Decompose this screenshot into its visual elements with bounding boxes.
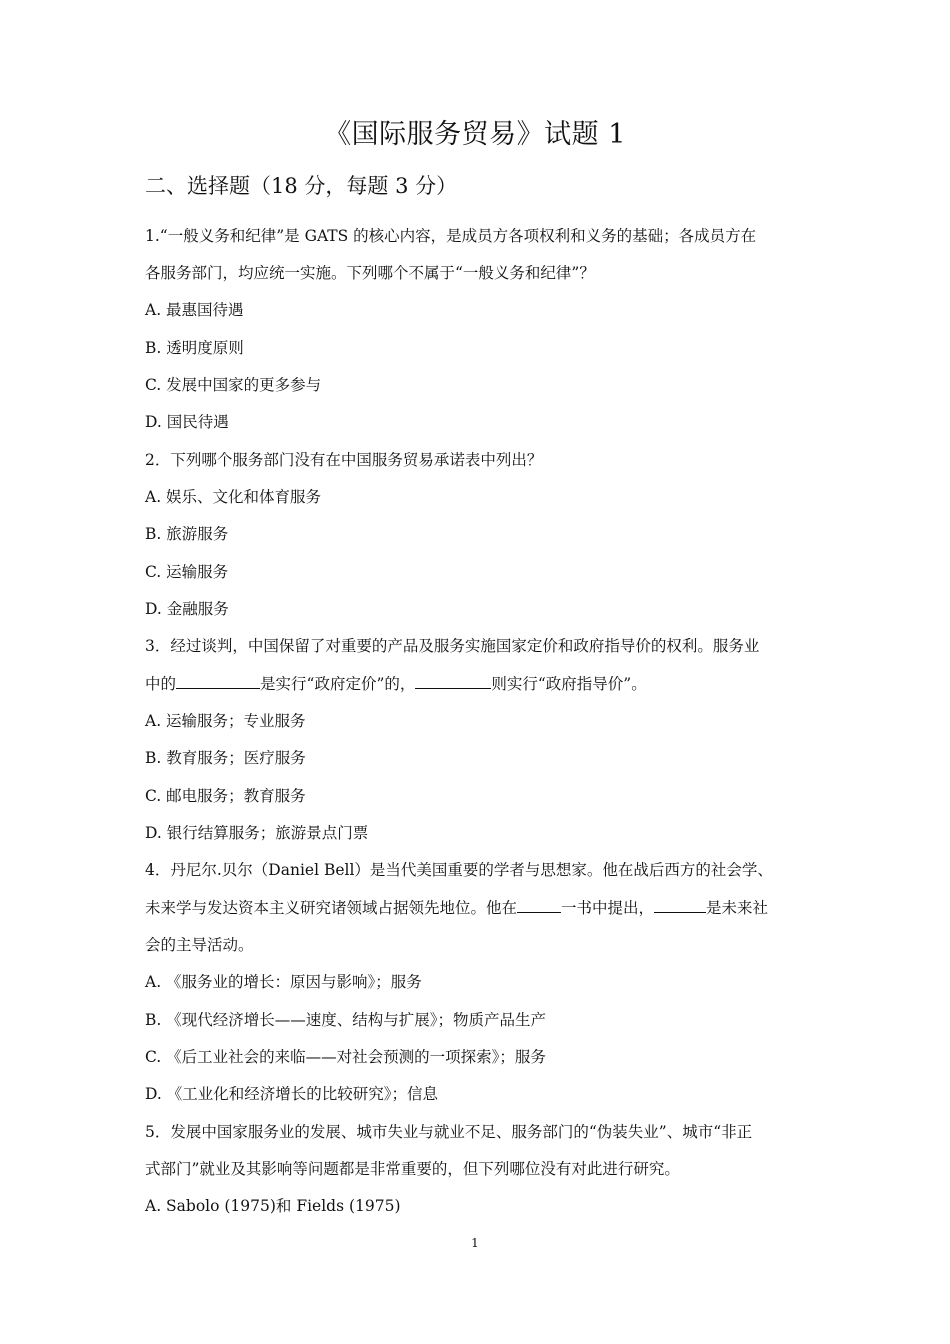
- question-stem-line: 1.“一般义务和纪律”是 GATS 的核心内容，是成员方各项权利和义务的基础；各成员方在: [145, 227, 757, 245]
- option-b: B. 《现代经济增长——速度、结构与扩展》；物质产品生产: [145, 1011, 546, 1029]
- question-stem-line: 式部门”就业及其影响等问题都是非常重要的，但下列哪位没有对此进行研究。: [145, 1160, 680, 1178]
- question-stem-line: 4．丹尼尔.贝尔（Daniel Bell）是当代美国重要的学者与思想家。他在战后西方的社会学、: [145, 861, 773, 879]
- stem-text: 是实行“政府定价”的，: [260, 675, 416, 693]
- document-title: 《国际服务贸易》试题 1: [324, 119, 626, 150]
- option-a: A. 运输服务；专业服务: [145, 712, 306, 730]
- stem-text: 未来学与发达资本主义研究诸领域占据领先地位。他在: [145, 899, 518, 917]
- page-number: 1: [471, 1236, 479, 1250]
- option-c: C. 运输服务: [145, 563, 229, 581]
- stem-text: 是未来社: [706, 899, 769, 917]
- option-d: D. 《工业化和经济增长的比较研究》；信息: [145, 1085, 438, 1103]
- option-a: A. Sabolo (1975)和 Fields (1975): [145, 1197, 401, 1215]
- option-d: D. 金融服务: [145, 600, 229, 618]
- fill-in-blank: [654, 898, 706, 913]
- option-c: C. 邮电服务；教育服务: [145, 787, 306, 805]
- option-a: A. 娱乐、文化和体育服务: [145, 488, 322, 506]
- option-c: C. 发展中国家的更多参与: [145, 376, 322, 394]
- option-b: B. 透明度原则: [145, 339, 244, 357]
- question-stem-line: 会的主导活动。: [145, 936, 254, 954]
- fill-in-blank: [517, 898, 561, 913]
- option-b: B. 教育服务；医疗服务: [145, 749, 306, 767]
- stem-text: 一书中提出，: [561, 899, 655, 917]
- question-stem-line: 2．下列哪个服务部门没有在中国服务贸易承诺表中列出？: [145, 451, 543, 469]
- fill-in-blank: [176, 674, 260, 689]
- stem-text: 则实行“政府指导价”。: [491, 675, 647, 693]
- question-stem-line: 各服务部门，均应统一实施。下列哪个不属于“一般义务和纪律”？: [145, 264, 595, 282]
- fill-in-blank: [415, 674, 491, 689]
- option-a: A. 《服务业的增长：原因与影响》；服务: [145, 973, 422, 991]
- stem-text: 中的: [145, 675, 177, 693]
- section-heading: 二、选择题（18 分，每题 3 分）: [145, 174, 458, 198]
- option-d: D. 国民待遇: [145, 413, 229, 431]
- option-c: C. 《后工业社会的来临——对社会预测的一项探索》；服务: [145, 1048, 546, 1066]
- question-stem-line: 5．发展中国家服务业的发展、城市失业与就业不足、服务部门的“伪装失业”、城市“非正: [145, 1123, 753, 1141]
- option-b: B. 旅游服务: [145, 525, 229, 543]
- option-a: A. 最惠国待遇: [145, 301, 244, 319]
- option-d: D. 银行结算服务；旅游景点门票: [145, 824, 369, 842]
- question-stem-line: [145, 896, 768, 918]
- question-stem-line: 3．经过谈判，中国保留了对重要的产品及服务实施国家定价和政府指导价的权利。服务业: [145, 637, 760, 655]
- question-stem-line: [145, 672, 647, 694]
